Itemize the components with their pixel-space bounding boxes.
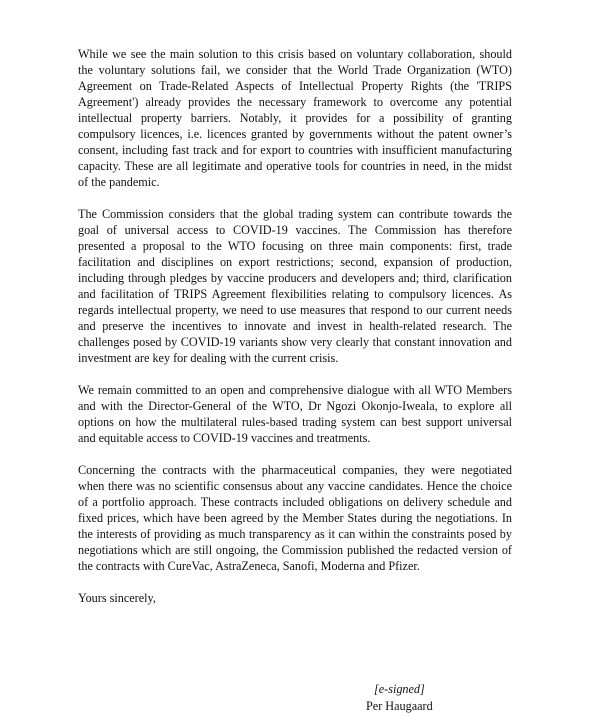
paragraph-dialogue: We remain committed to an open and comprehensive dialogue with all WTO Members and with the Director-General of the WTO, Dr Ngozi Okonjo-Iweala, to explore all options on how the multilateral rules-based trading system can best support universal and equitable access to COVID-19 vaccines and treatments. bbox=[78, 383, 512, 445]
signatory-name: Per Haugaard bbox=[366, 699, 433, 713]
paragraph-wto-proposal: The Commission considers that the global trading system can contribute towards the goal of universal access to COVID-19 vaccines. The Commission has therefore presented a proposal to the WTO focusing on three main components: first, trade facilitation and disciplines on export restrictions; second, expansion of production, including through pledges by vaccine producers and developers and; third, clarification and facilitation of TRIPS Agreement flexibilities relating to compulsory licences. As regards intellectual property, we need to use measures that respond to our current needs and preserve the incentives to innovate and invest in health-related research. The challenges posed by COVID-19 variants show very clearly that constant innovation and investment are key for dealing with the current crisis. bbox=[78, 207, 512, 365]
paragraph-trips-agreement: While we see the main solution to this crisis based on voluntary collaboration, should the voluntary solutions fail, we consider that the World Trade Organization (WTO) Agreement on Trade-Related Aspects of Intellectual Property Rights (the 'TRIPS Agreement') already provides the necessary framework to overcome any potential intellectual property barriers. Notably, it provides for a possibility of granting compulsory licences, i.e. licences granted by governments without the patent owner’s consent, including fast track and for export to countries with insufficient manufacturing capacity. These are all legitimate and operative tools for countries in need, in the midst of the pandemic. bbox=[78, 47, 512, 189]
letter-body bbox=[78, 46, 512, 622]
signature-block bbox=[366, 681, 466, 715]
closing-salutation: Yours sincerely, bbox=[78, 591, 156, 605]
e-signed-marker: [e-signed] bbox=[374, 682, 425, 696]
paragraph-contracts: Concerning the contracts with the pharmaceutical companies, they were negotiated when there was no scientific consensus about any vaccine candidates. Hence the choice of a portfolio approach. These contracts included obligations on delivery schedule and fixed prices, which have been agreed by the Member States during the negotiations. In the interests of providing as much transparency as it can within the constraints posed by negotiations which are still ongoing, the Commission published the redacted version of the contracts with CureVac, AstraZeneca, Sanofi, Moderna and Pfizer. bbox=[78, 463, 512, 573]
